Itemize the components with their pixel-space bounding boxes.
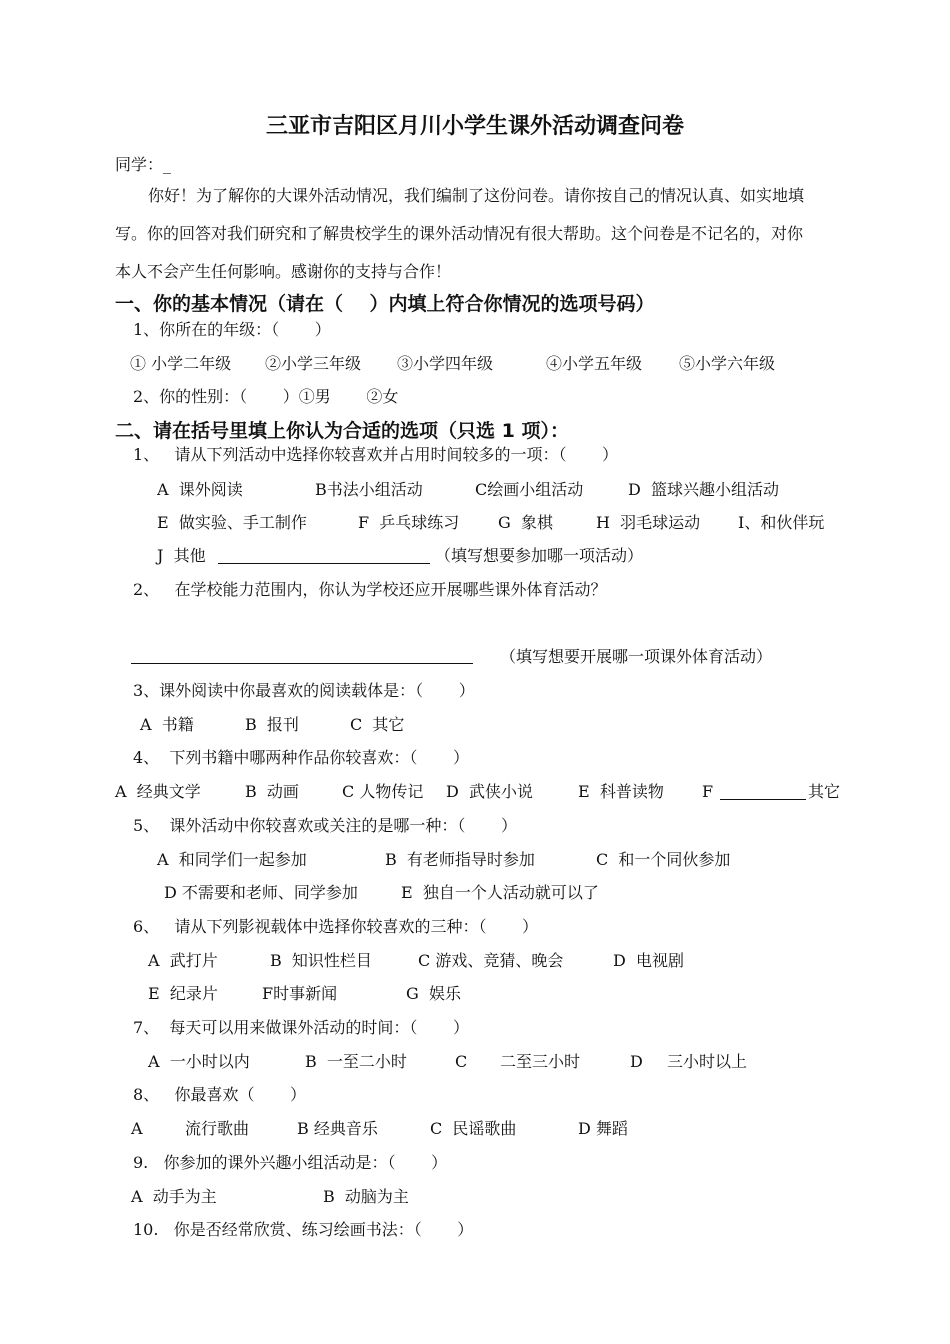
s2-q5-opt-c: C 和一个同伙参加 (596, 850, 731, 869)
s1-q1-opt-5: ⑤小学六年级 (679, 354, 776, 373)
s2-q1-opt-c: C绘画小组活动 (475, 480, 584, 499)
s2-q4-opt-a: A 经典文学 (115, 782, 201, 801)
s2-q9-opt-a: A 动手为主 (131, 1187, 217, 1206)
s2-q6-opt-g: G 娱乐 (406, 984, 461, 1003)
s2-q2-note: （填写想要开展哪一项课外体育活动） (500, 647, 773, 666)
s2-q1-opt-i: I、和伙伴玩 (738, 513, 825, 532)
s2-q4-other-blank[interactable] (720, 799, 806, 800)
s2-q6-opt-f: F时事新闻 (262, 984, 338, 1003)
s2-q4-opt-c: C 人物传记 (342, 782, 424, 801)
s2-q8-opt-c: C 民谣歌曲 (430, 1119, 517, 1138)
s2-q1-opt-b: B书法小组活动 (315, 480, 423, 499)
s2-q6-opt-d: D 电视剧 (613, 951, 685, 970)
s2-q2: 2、 在学校能力范围内，你认为学校还应开展哪些课外体育活动？ (133, 580, 607, 599)
s1-q1: 1、你所在的年级：（ ） (133, 320, 331, 339)
page-title: 三亚市吉阳区月川小学生课外活动调查问卷 (265, 114, 684, 139)
s2-q6-opt-c: C 游戏、竞猜、晚会 (418, 951, 564, 970)
s2-q8-opt-b: B 经典音乐 (297, 1119, 378, 1138)
s2-q7-opt-c-letter: C (455, 1052, 468, 1071)
greeting: 同学：_ (115, 155, 172, 174)
s2-q1-opt-g: G 象棋 (498, 513, 553, 532)
s2-q1-opt-a: A 课外阅读 (157, 480, 243, 499)
s2-q3: 3、课外阅读中你最喜欢的阅读载体是：（ ） (133, 681, 475, 700)
s2-q5-opt-a: A 和同学们一起参加 (157, 850, 307, 869)
s2-q1-opt-d: D 篮球兴趣小组活动 (628, 480, 780, 499)
s2-q7-opt-d-letter: D (630, 1052, 643, 1071)
s1-q1-opt-2: ②小学三年级 (265, 354, 362, 373)
s2-q3-opt-a: A 书籍 (140, 715, 194, 734)
s2-q4: 4、 下列书籍中哪两种作品你较喜欢：（ ） (133, 748, 469, 767)
section-1-heading: 一、你的基本情况（请在（ ）内填上符合你情况的选项号码） (115, 293, 655, 315)
s1-q1-opt-4: ④小学五年级 (546, 354, 643, 373)
s2-q9: 9. 你参加的课外兴趣小组活动是：（ ） (133, 1153, 448, 1172)
s2-q8: 8、 你最喜欢（ ） (133, 1085, 307, 1104)
section-2-heading: 二、请在括号里填上你认为合适的选项（只选 1 项）： (115, 420, 569, 442)
s1-q1-opt-3: ③小学四年级 (397, 354, 494, 373)
s2-q6-opt-a: A 武打片 (148, 951, 218, 970)
intro-line-3: 本人不会产生任何影响。感谢你的支持与合作！ (115, 262, 452, 281)
s2-q6-opt-b: B 知识性栏目 (270, 951, 372, 970)
s1-q1-opt-1: ① 小学二年级 (130, 354, 232, 373)
s2-q7-opt-d-text: 三小时以上 (667, 1052, 748, 1071)
s2-q5-opt-e: E 独自一个人活动就可以了 (401, 883, 599, 902)
s2-q6-opt-e: E 纪录片 (148, 984, 218, 1003)
intro-line-1: 你好！为了解你的大课外活动情况，我们编制了这份问卷。请你按自己的情况认真、如实地填 (148, 186, 805, 205)
s2-q7: 7、 每天可以用来做课外活动的时间：（ ） (133, 1018, 469, 1037)
s2-q1-opt-h: H 羽毛球运动 (596, 513, 701, 532)
s2-q7-opt-a: A 一小时以内 (148, 1052, 250, 1071)
s2-q4-opt-d: D 武侠小说 (446, 782, 534, 801)
s2-q5-opt-d: D 不需要和老师、同学参加 (164, 883, 358, 902)
s2-q8-opt-a-letter: A (131, 1119, 143, 1138)
s2-q8-opt-d: D 舞蹈 (578, 1119, 628, 1138)
s2-q6: 6、 请从下列影视载体中选择你较喜欢的三种：（ ） (133, 917, 539, 936)
s2-q1-other-note: （填写想要参加哪一项活动） (435, 546, 644, 565)
s2-q4-opt-b: B 动画 (245, 782, 299, 801)
s2-q3-opt-c: C 其它 (350, 715, 405, 734)
s2-q7-opt-b: B 一至二小时 (305, 1052, 407, 1071)
s1-q2: 2、你的性别：（ ）①男 ②女 (133, 387, 399, 406)
s2-q1: 1、 请从下列活动中选择你较喜欢并占用时间较多的一项：（ ） (133, 445, 619, 464)
s2-q4-opt-f: F (702, 782, 714, 801)
s2-q8-opt-a-text: 流行歌曲 (185, 1119, 250, 1138)
s2-q1-other-blank[interactable] (218, 563, 430, 564)
s2-q10: 10. 你是否经常欣赏、练习绘画书法：（ ） (133, 1220, 474, 1239)
s2-q1-opt-e: E 做实验、手工制作 (157, 513, 307, 532)
s2-q9-opt-b: B 动脑为主 (323, 1187, 409, 1206)
s2-q5-opt-b: B 有老师指导时参加 (385, 850, 535, 869)
intro-line-2: 写。你的回答对我们研究和了解贵校学生的课外活动情况有很大帮助。这个问卷是不记名的，对你 (115, 224, 804, 243)
s2-q2-answer-blank[interactable] (131, 663, 473, 664)
s2-q5: 5、 课外活动中你较喜欢或关注的是哪一种：（ ） (133, 816, 517, 835)
s2-q7-opt-c-text: 二至三小时 (500, 1052, 581, 1071)
s2-q1-opt-f: F 乒乓球练习 (358, 513, 460, 532)
s2-q4-other-label: 其它 (808, 782, 841, 801)
s2-q3-opt-b: B 报刊 (245, 715, 299, 734)
s2-q4-opt-e: E 科普读物 (578, 782, 664, 801)
s2-q1-opt-j: J 其他 (157, 546, 206, 565)
